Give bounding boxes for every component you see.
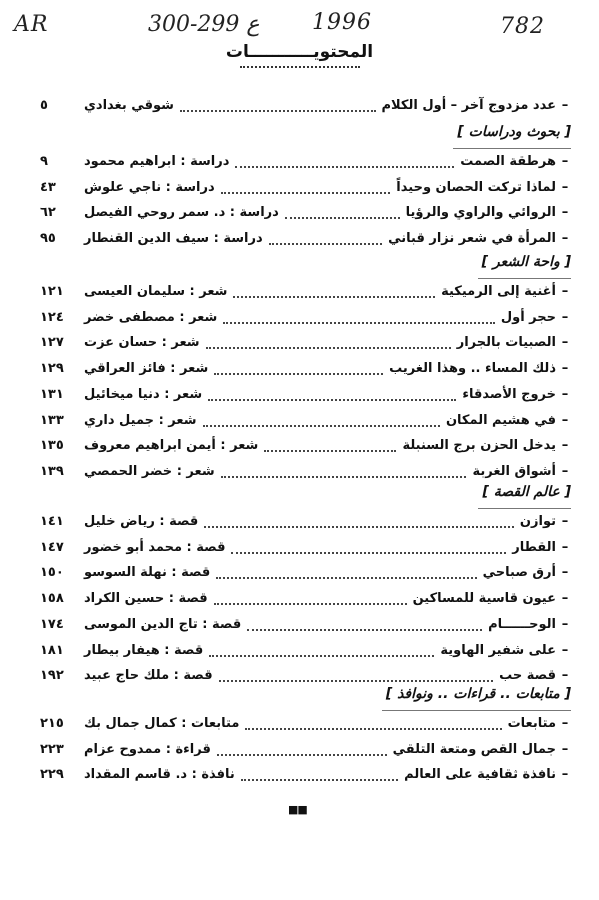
entry-dash: –	[561, 231, 569, 247]
toc-entry	[40, 589, 570, 611]
entry-title: الوحــــــام	[488, 616, 556, 632]
toc-entry	[40, 152, 570, 174]
entry-title: هرطقة الصمت	[460, 154, 556, 169]
toc-entry	[40, 563, 570, 585]
entry-author: دراسة : سيف الدين القنطار	[84, 231, 263, 247]
entry-author: شوقي بغدادي	[84, 98, 174, 113]
entry-author: شعر : أيمن ابراهيم معروف	[84, 438, 259, 454]
toc-entry	[40, 411, 570, 433]
entry-dash: –	[561, 309, 569, 325]
entry-author: قصة : حسين الكراد	[84, 591, 208, 607]
toc-entry	[40, 666, 570, 688]
section-rule	[478, 278, 571, 279]
toc-entry	[40, 538, 570, 560]
entry-title: أشواق الغربة	[472, 463, 556, 479]
entry-dash: –	[561, 98, 569, 113]
entry-dash: –	[561, 565, 569, 581]
entry-title: الصبيات بالجرار	[456, 335, 556, 351]
section-heading	[386, 686, 571, 708]
dot-leader	[214, 603, 407, 605]
dot-leader	[241, 779, 398, 781]
dot-leader	[221, 192, 390, 194]
entry-dash: –	[561, 438, 569, 454]
entry-page-number: ١٨١	[40, 642, 64, 658]
dot-leader	[221, 476, 466, 478]
entry-author: قصة : رياض خليل	[84, 514, 199, 529]
entry-page-number: ٢١٥	[40, 716, 64, 731]
toc-entry	[40, 512, 570, 534]
title-underline	[240, 66, 360, 68]
entry-author: شعر : سليمان العيسى	[84, 284, 228, 299]
entry-title: أغنية إلى الرميكية	[441, 284, 556, 299]
dot-leader	[233, 296, 435, 298]
toc-entry	[40, 359, 570, 381]
entry-title: خروج الأصدقاء	[462, 386, 556, 402]
footer-mark: ■■	[288, 803, 307, 816]
entry-page-number: ١٤١	[40, 514, 64, 529]
entry-author: قصة : محمد أبو خضور	[84, 539, 226, 555]
entry-author: نافذة : د. قاسم المقداد	[84, 767, 235, 783]
entry-title: متابعات	[507, 716, 556, 731]
entry-author: دراسة : د. سمر روحي الفيصل	[84, 205, 279, 221]
section-label: [ بحوث ودراسات ]	[457, 124, 571, 140]
entry-author: شعر : مصطفى خضر	[84, 309, 218, 325]
entry-dash: –	[561, 642, 569, 658]
entry-author: دراسة : ناجي علوش	[84, 179, 215, 195]
entry-dash: –	[561, 741, 569, 757]
toc-entry	[40, 615, 570, 637]
entry-dash: –	[561, 514, 569, 529]
toc-entry	[40, 765, 570, 787]
toc-entry	[40, 229, 570, 251]
handwritten-number-right: 782	[500, 14, 545, 39]
dot-leader	[203, 425, 440, 427]
dot-leader	[214, 373, 383, 375]
entry-title: نافذة ثقافية على العالم	[404, 767, 556, 783]
entry-author: قصة : هيفار بيطار	[84, 642, 204, 658]
toc-entry	[40, 308, 570, 330]
dot-leader	[235, 166, 454, 168]
entry-title: أرق صباحي	[482, 565, 556, 581]
dot-leader	[208, 399, 456, 401]
dot-leader	[264, 450, 396, 452]
entry-author: دراسة : ابراهيم محمود	[84, 154, 230, 169]
entry-page-number: ١٢٤	[40, 309, 64, 325]
entry-page-number: ٩٥	[40, 231, 56, 247]
handwritten-year: 1996	[312, 10, 372, 35]
section-heading	[457, 124, 571, 146]
toc-entry	[40, 641, 570, 663]
entry-title: لماذا تركت الحصان وحيداً	[396, 179, 556, 195]
section-label: [ عالم القصة ]	[482, 484, 571, 500]
entry-page-number: ١٢١	[40, 284, 64, 299]
entry-author: قصة : نهلة السوسو	[84, 565, 211, 581]
page-title: المحتويـــــــــــات	[225, 42, 374, 62]
dot-leader	[180, 110, 376, 112]
entry-title: ذلك المساء .. وهذا الغريب	[389, 361, 556, 377]
dot-leader	[247, 629, 482, 631]
entry-page-number: ١٥٠	[40, 565, 64, 581]
entry-dash: –	[561, 284, 569, 299]
section-rule	[478, 508, 571, 509]
dot-leader	[223, 322, 495, 324]
entry-author: قراءة : ممدوح عزام	[84, 741, 211, 757]
entry-dash: –	[561, 205, 569, 221]
entry-title: في هشيم المكان	[445, 412, 556, 428]
entry-author: شعر : دنيا ميخائيل	[84, 386, 203, 402]
entry-author: شعر : خضر الحمصي	[84, 463, 215, 479]
section-label: [ واحة الشعر ]	[481, 254, 571, 270]
entry-title: الروائي والراوي والرؤيا	[405, 205, 556, 221]
entry-page-number: ٦٢	[40, 205, 56, 221]
entry-page-number: ٥	[40, 98, 48, 113]
toc-entry	[40, 333, 570, 355]
entry-page-number: ٢٢٣	[40, 741, 64, 757]
toc-entry	[40, 178, 570, 200]
entry-dash: –	[561, 179, 569, 195]
entry-title: يدخل الحزن برج السنبلة	[402, 438, 556, 454]
toc-entry	[40, 740, 570, 762]
entry-author: قصة : تاج الدين الموسى	[84, 616, 242, 632]
section-heading	[482, 254, 571, 276]
entry-dash: –	[561, 154, 569, 169]
entry-dash: –	[561, 539, 569, 555]
entry-dash: –	[561, 463, 569, 479]
entry-page-number: ١٣٥	[40, 438, 64, 454]
section-label: [ متابعات .. قراءات .. ونوافذ ]	[385, 686, 571, 702]
toc-entry	[40, 282, 570, 304]
dot-leader	[204, 526, 514, 528]
entry-author: شعر : فائز العراقي	[84, 361, 209, 377]
entry-page-number: ١٢٧	[40, 335, 64, 351]
entry-author: شعر : حسان عزت	[84, 335, 200, 351]
entry-page-number: ١٥٨	[40, 591, 64, 607]
toc-entry	[40, 436, 570, 458]
entry-dash: –	[561, 616, 569, 632]
entry-title: عدد مزدوج آخر – أول الكلام	[381, 98, 556, 113]
dot-leader	[231, 552, 506, 554]
dot-leader	[269, 243, 382, 245]
dot-leader	[285, 217, 400, 219]
entry-dash: –	[561, 716, 569, 731]
section-rule	[453, 148, 571, 149]
entry-title: القطار	[512, 539, 556, 555]
entry-page-number: ١٣٩	[40, 463, 64, 479]
entry-page-number: ١٩٢	[40, 668, 64, 684]
dot-leader	[206, 347, 451, 349]
entry-title: جمال القص ومتعة التلقي	[392, 741, 556, 757]
section-rule	[382, 710, 571, 711]
entry-page-number: ١٢٩	[40, 361, 64, 377]
entry-page-number: ٩	[40, 154, 48, 169]
toc-entry	[40, 203, 570, 225]
toc-entry	[40, 462, 570, 484]
entry-title: قصة حب	[499, 668, 556, 684]
section-heading	[482, 484, 571, 506]
entry-page-number: ٤٣	[40, 179, 56, 195]
entry-dash: –	[561, 335, 569, 351]
entry-dash: –	[561, 591, 569, 607]
entry-title: عيون قاسية للمساكين	[412, 591, 556, 607]
dot-leader	[216, 577, 477, 579]
entry-dash: –	[561, 412, 569, 428]
entry-page-number: ١٧٤	[40, 616, 64, 632]
entry-dash: –	[561, 386, 569, 402]
dot-leader	[245, 728, 502, 730]
entry-author: شعر : جميل داري	[84, 412, 197, 428]
entry-page-number: ١٣١	[40, 386, 64, 402]
entry-author: متابعات : كمال جمال بك	[84, 716, 240, 731]
entry-page-number: ١٣٣	[40, 412, 64, 428]
entry-author: قصة : ملك حاج عبيد	[84, 668, 213, 684]
entry-page-number: ١٤٧	[40, 539, 64, 555]
toc-entry	[40, 385, 570, 407]
dot-leader	[209, 655, 434, 657]
entry-page-number: ٢٢٩	[40, 767, 64, 783]
handwritten-note-left: AR	[14, 12, 49, 37]
entry-title: حجر أول	[500, 309, 556, 325]
handwritten-page-range: 300-299 ع	[148, 12, 260, 37]
entry-dash: –	[561, 668, 569, 684]
dot-leader	[217, 754, 387, 756]
toc-entry	[40, 714, 570, 736]
entry-dash: –	[561, 767, 569, 783]
dot-leader	[219, 680, 493, 682]
entry-dash: –	[561, 361, 569, 377]
toc-entry	[40, 96, 570, 118]
entry-title: المرأة في شعر نزار قباني	[388, 231, 556, 247]
entry-title: توازن	[519, 514, 556, 529]
entry-title: على شفير الهاوية	[440, 642, 556, 658]
